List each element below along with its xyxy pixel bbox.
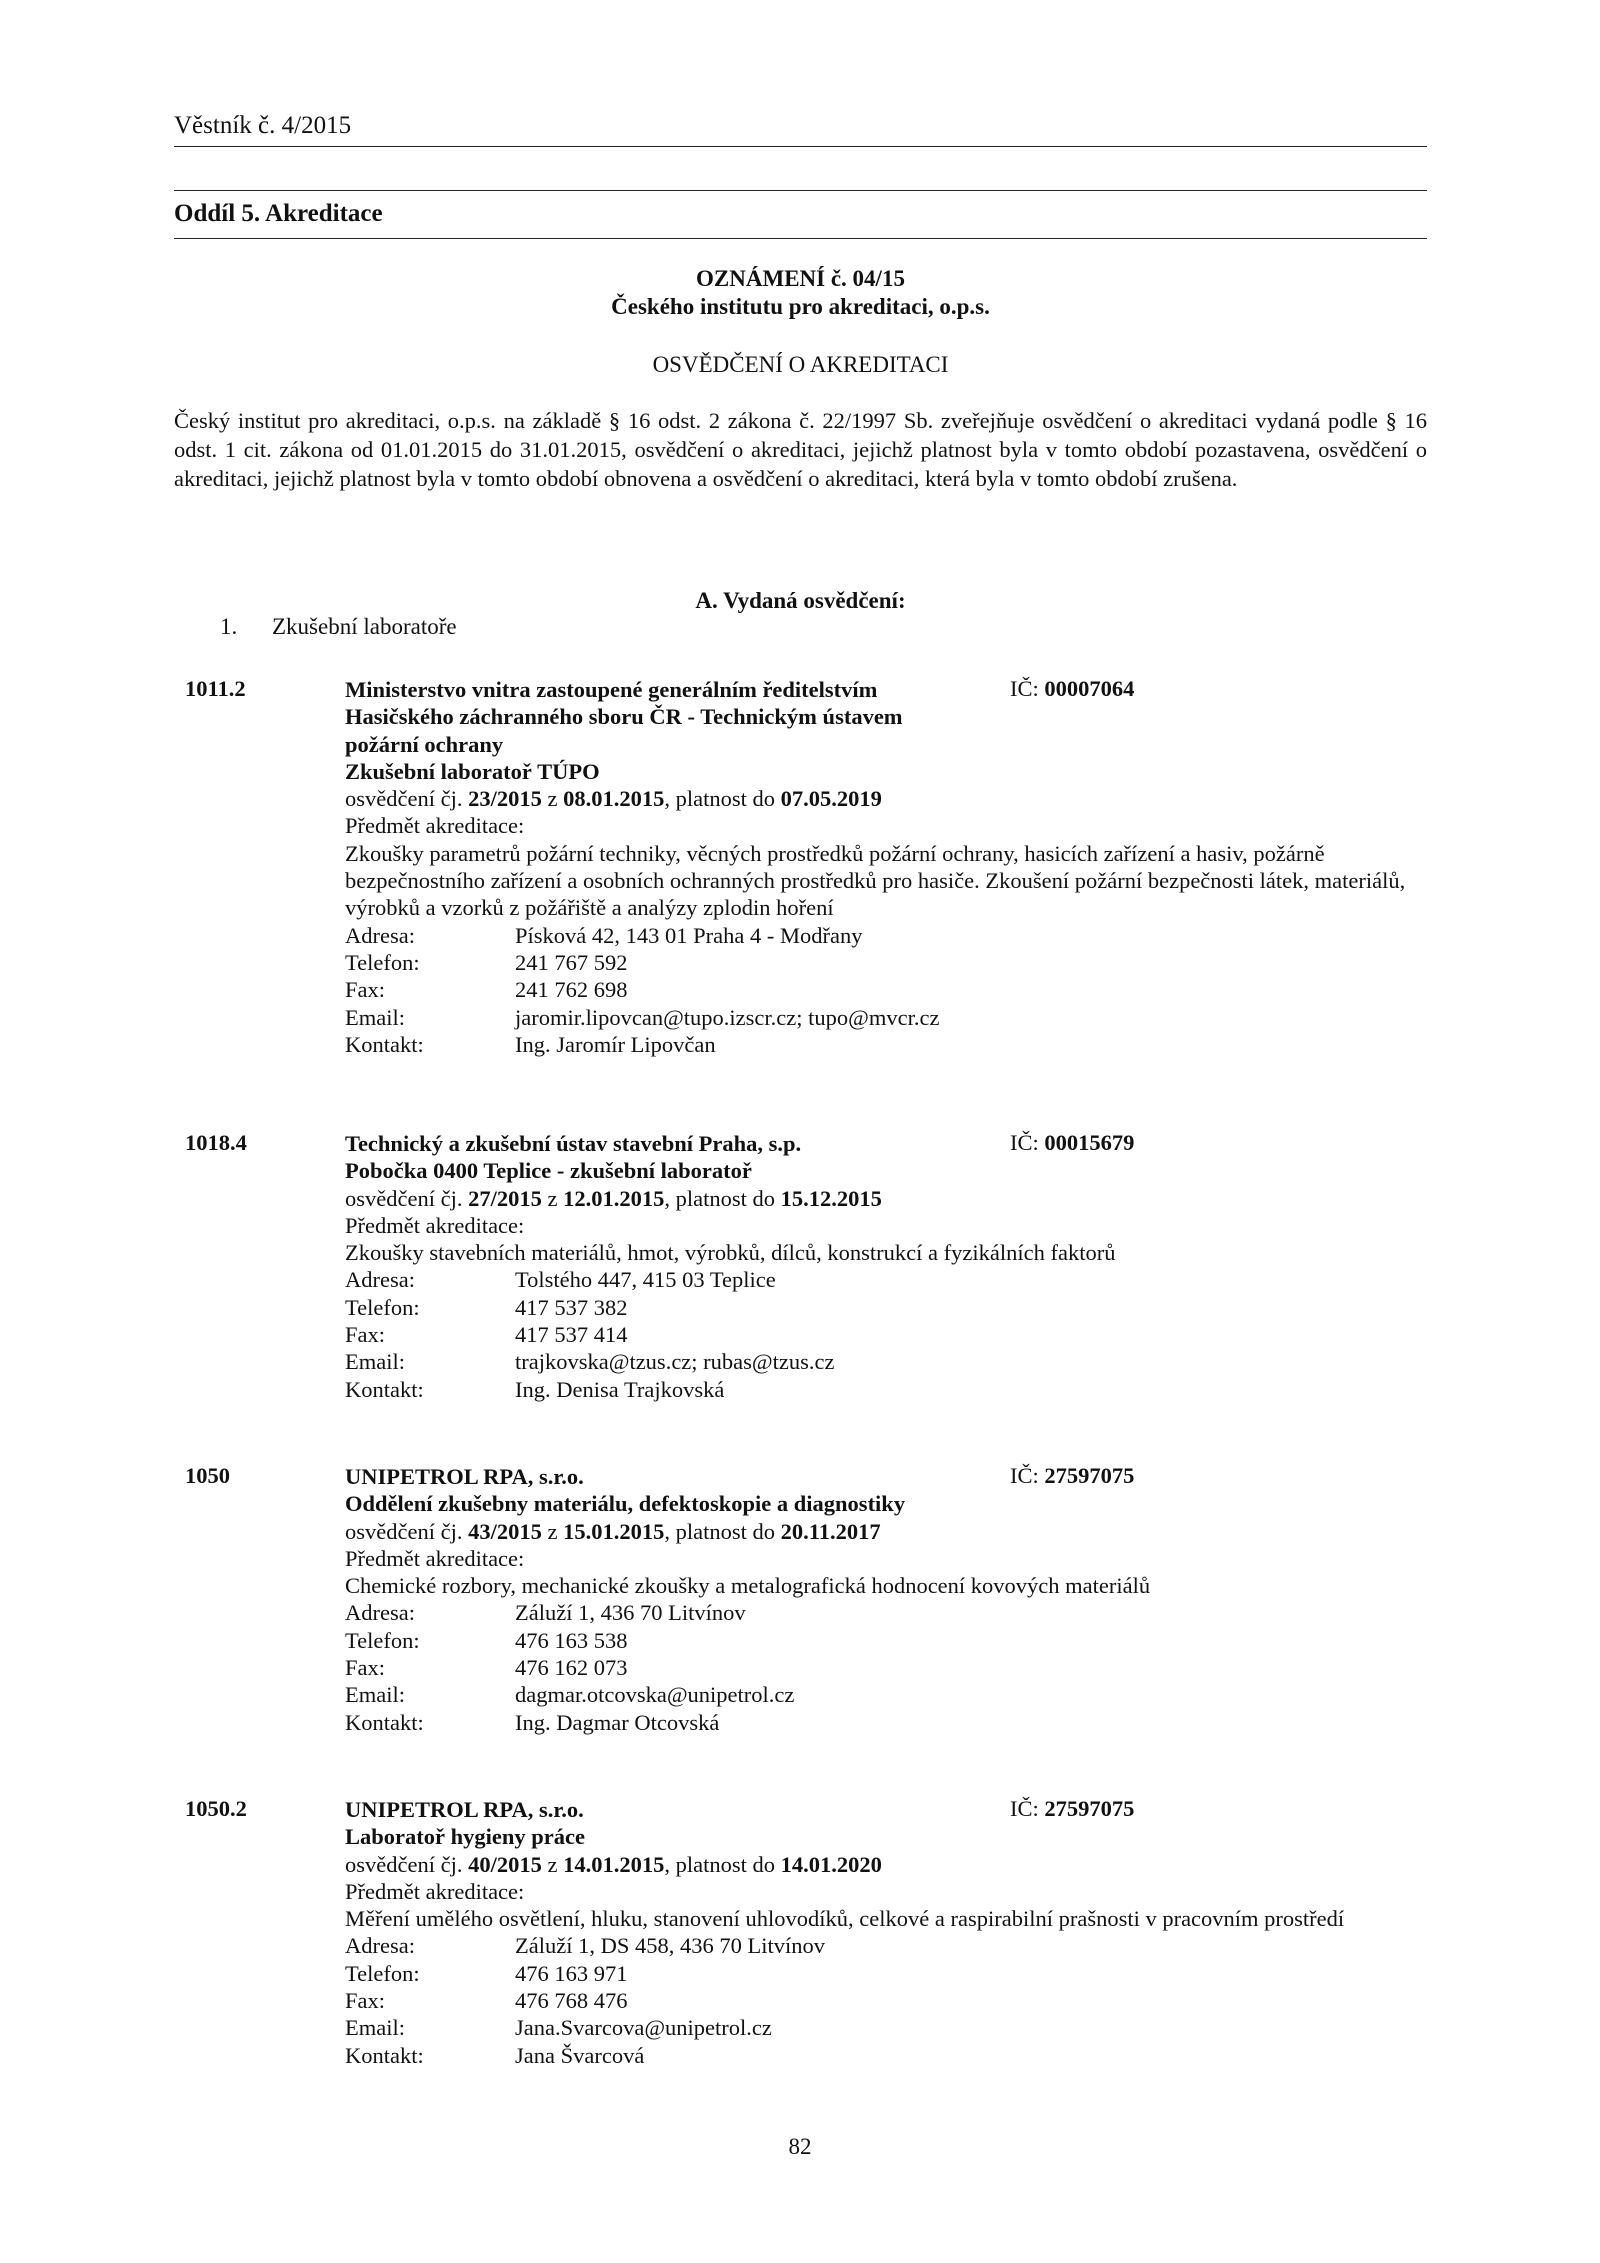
- part-title: Zkušební laboratoře: [272, 614, 457, 639]
- section-title: Oddíl 5. Akreditace: [174, 200, 383, 227]
- organization-line: Oddělení zkušebny materiálu, defektoskopie a diagnostiky: [345, 1491, 906, 1517]
- ic-label: IČ:: [1010, 1796, 1039, 1821]
- ic-label: IČ:: [1010, 1130, 1039, 1155]
- email-label: Email:: [345, 1682, 405, 1708]
- entry-organization: [345, 1796, 1425, 1851]
- fax-value: 476 768 476: [515, 1988, 628, 2014]
- phone-value: 417 537 382: [515, 1294, 628, 1320]
- contact-row: [345, 2042, 1425, 2069]
- page-number: 82: [788, 2134, 812, 2159]
- organization-line: požární ochrany: [345, 731, 504, 757]
- email-label: Email:: [345, 1004, 405, 1030]
- address-row: [345, 1932, 1425, 1959]
- phone-row: [345, 949, 1425, 976]
- organization-line: UNIPETROL RPA, s.r.o.: [345, 1464, 584, 1489]
- contact-row: [345, 1031, 1425, 1058]
- phone-label: Telefon:: [345, 1294, 420, 1320]
- email-row: [345, 2014, 1425, 2041]
- email-label: Email:: [345, 2015, 405, 2041]
- cert-valid-label: , platnost do: [664, 1518, 775, 1544]
- cert-valid-until: 07.05.2019: [780, 786, 882, 812]
- entry-certificate: [345, 1185, 1425, 1212]
- email-value: jaromir.lipovcan@tupo.izscr.cz; tupo@mvcr.cz: [515, 1004, 940, 1030]
- cert-prefix: osvědčení čj.: [345, 786, 463, 812]
- cert-number: 40/2015: [468, 1851, 542, 1877]
- email-value: dagmar.otcovska@unipetrol.cz: [515, 1682, 795, 1708]
- contact-label: Kontakt:: [345, 1376, 424, 1402]
- address-value: Písková 42, 143 01 Praha 4 - Modřany: [515, 922, 863, 948]
- subject-text: Zkoušky parametrů požární techniky, věcných prostředků požární ochrany, hasicích zařízení a hasiv, požárně bezpečnostního zařízení a osobních ochranných prostředků pro hasiče. Zkoušení požární bezpečnosti látek, materiálů, výrobků a vzorků z požářiště a analýzy zplodin hoření: [345, 840, 1406, 921]
- fax-label: Fax:: [345, 1655, 386, 1681]
- phone-label: Telefon:: [345, 1960, 420, 1986]
- cert-from: z: [547, 1518, 558, 1544]
- fax-value: 476 162 073: [515, 1655, 628, 1681]
- section-rule-bottom: [174, 238, 1427, 239]
- cert-valid-label: , platnost do: [664, 786, 775, 812]
- cert-number: 27/2015: [468, 1185, 542, 1211]
- subject-label: Předmět akreditace:: [345, 813, 525, 839]
- cert-valid-label: , platnost do: [664, 1851, 775, 1877]
- cert-date: 14.01.2015: [563, 1851, 665, 1877]
- email-row: [345, 1681, 1425, 1708]
- cert-prefix: osvědčení čj.: [345, 1851, 463, 1877]
- cert-date: 15.01.2015: [563, 1518, 665, 1544]
- entry-certificate: [345, 1518, 1425, 1545]
- entry-number: 1050: [185, 1463, 230, 1488]
- subject-label: Předmět akreditace:: [345, 1212, 525, 1238]
- organization-line: Zkušební laboratoř TÚPO: [345, 758, 600, 784]
- phone-row: [345, 1960, 1425, 1987]
- phone-value: 476 163 538: [515, 1627, 628, 1653]
- fax-value: 241 762 698: [515, 977, 628, 1003]
- address-row: [345, 922, 1425, 949]
- cert-number: 23/2015: [468, 786, 542, 812]
- entry-number: 1050.2: [185, 1796, 247, 1821]
- address-row: [345, 1599, 1425, 1626]
- email-row: [345, 1348, 1425, 1375]
- address-label: Adresa:: [345, 1267, 415, 1293]
- entry-organization: [345, 676, 1425, 785]
- entry-number: 1011.2: [185, 676, 246, 701]
- part-heading: A. Vydaná osvědčení:: [695, 588, 906, 613]
- contact-label: Kontakt:: [345, 1709, 424, 1735]
- fax-label: Fax:: [345, 977, 386, 1003]
- entry-body: [345, 1130, 1425, 1403]
- ic-value: 27597075: [1044, 1796, 1135, 1821]
- ic-label: IČ:: [1010, 676, 1039, 701]
- entry-organization: [345, 1130, 1425, 1185]
- fax-row: [345, 976, 1425, 1003]
- organization-line: Hasičského záchranného sboru ČR - Technickým ústavem: [345, 704, 903, 730]
- fax-row: [345, 1654, 1425, 1681]
- contact-value: Jana Švarcová: [515, 2042, 645, 2068]
- phone-value: 241 767 592: [515, 949, 628, 975]
- organization-line: Ministerstvo vnitra zastoupené generálním ředitelstvím: [345, 677, 878, 702]
- entry-certificate: [345, 1851, 1425, 1878]
- cert-valid-label: , platnost do: [664, 1185, 775, 1211]
- contact-row: [345, 1709, 1425, 1736]
- address-value: Tolstého 447, 415 03 Teplice: [515, 1267, 776, 1293]
- address-value: Záluží 1, 436 70 Litvínov: [515, 1600, 746, 1626]
- cert-from: z: [547, 786, 558, 812]
- phone-label: Telefon:: [345, 1627, 420, 1653]
- fax-row: [345, 1321, 1425, 1348]
- subject-text: Zkoušky stavebních materiálů, hmot, výrobků, dílců, konstrukcí a fyzikálních faktorů: [345, 1240, 1116, 1266]
- header-rule: [174, 146, 1427, 147]
- entry-number: 1018.4: [185, 1130, 247, 1155]
- address-label: Adresa:: [345, 922, 415, 948]
- journal-header: Věstník č. 4/2015: [174, 112, 352, 139]
- address-label: Adresa:: [345, 1933, 415, 1959]
- fax-label: Fax:: [345, 1322, 386, 1348]
- ic-value: 00015679: [1044, 1130, 1135, 1155]
- contact-value: Ing. Dagmar Otcovská: [515, 1709, 720, 1735]
- contact-value: Ing. Jaromír Lipovčan: [515, 1031, 716, 1057]
- email-value: trajkovska@tzus.cz; rubas@tzus.cz: [515, 1349, 835, 1375]
- contact-row: [345, 1376, 1425, 1403]
- entry-certificate: [345, 785, 1425, 812]
- subject-text: Měření umělého osvětlení, hluku, stanovení uhlovodíků, celkové a raspirabilní prašnosti v pracovním prostředí: [345, 1906, 1345, 1932]
- cert-from: z: [547, 1851, 558, 1877]
- intro-paragraph: Český institut pro akreditaci, o.p.s. na základě § 16 odst. 2 zákona č. 22/1997 Sb. zveřejňuje osvědčení o akreditaci vydaná podle § 16 odst. 1 cit. zákona od 01.01.2015 do 31.01.2015, osvědčení o akreditaci, jejichž platnost byla v tomto období pozastavena, osvědčení o akreditaci, jejichž platnost byla v tomto období obnovena a osvědčení o akreditaci, která byla v tomto období zrušena.: [174, 408, 1427, 491]
- entry-body: [345, 1796, 1425, 2069]
- ic-value: 27597075: [1044, 1463, 1135, 1488]
- phone-row: [345, 1627, 1425, 1654]
- part-number: 1.: [220, 614, 238, 639]
- cert-prefix: osvědčení čj.: [345, 1185, 463, 1211]
- address-value: Záluží 1, DS 458, 436 70 Litvínov: [515, 1933, 825, 1959]
- entry-body: [345, 676, 1425, 1058]
- ic-value: 00007064: [1044, 676, 1135, 701]
- phone-label: Telefon:: [345, 949, 420, 975]
- organization-line: UNIPETROL RPA, s.r.o.: [345, 1797, 584, 1822]
- cert-prefix: osvědčení čj.: [345, 1518, 463, 1544]
- fax-row: [345, 1987, 1425, 2014]
- notice-institute: Českého institutu pro akreditaci, o.p.s.: [611, 294, 990, 319]
- email-row: [345, 1004, 1425, 1031]
- section-rule-top: [174, 190, 1427, 191]
- cert-from: z: [547, 1185, 558, 1211]
- cert-valid-until: 14.01.2020: [780, 1851, 882, 1877]
- email-label: Email:: [345, 1349, 405, 1375]
- subject-label: Předmět akreditace:: [345, 1545, 525, 1571]
- cert-number: 43/2015: [468, 1518, 542, 1544]
- cert-date: 08.01.2015: [563, 786, 665, 812]
- organization-line: Laboratoř hygieny práce: [345, 1824, 585, 1850]
- contact-value: Ing. Denisa Trajkovská: [515, 1376, 725, 1402]
- cert-date: 12.01.2015: [563, 1185, 665, 1211]
- fax-value: 417 537 414: [515, 1322, 628, 1348]
- entry-organization: [345, 1463, 1425, 1518]
- cert-valid-until: 20.11.2017: [780, 1518, 881, 1544]
- cert-valid-until: 15.12.2015: [780, 1185, 882, 1211]
- notice-subtitle: OSVĚDČENÍ O AKREDITACI: [652, 352, 949, 377]
- address-label: Adresa:: [345, 1600, 415, 1626]
- phone-value: 476 163 971: [515, 1960, 628, 1986]
- subject-label: Předmět akreditace:: [345, 1878, 525, 1904]
- phone-row: [345, 1294, 1425, 1321]
- fax-label: Fax:: [345, 1988, 386, 2014]
- email-value: Jana.Svarcova@unipetrol.cz: [515, 2015, 772, 2041]
- organization-line: Pobočka 0400 Teplice - zkušební laboratoř: [345, 1158, 752, 1184]
- subject-text: Chemické rozbory, mechanické zkoušky a metalografická hodnocení kovových materiálů: [345, 1573, 1151, 1599]
- entry-body: [345, 1463, 1425, 1736]
- contact-label: Kontakt:: [345, 2042, 424, 2068]
- organization-line: Technický a zkušební ústav stavební Praha, s.p.: [345, 1131, 802, 1156]
- notice-title: OZNÁMENÍ č. 04/15: [696, 266, 905, 291]
- address-row: [345, 1266, 1425, 1293]
- contact-label: Kontakt:: [345, 1031, 424, 1057]
- ic-label: IČ:: [1010, 1463, 1039, 1488]
